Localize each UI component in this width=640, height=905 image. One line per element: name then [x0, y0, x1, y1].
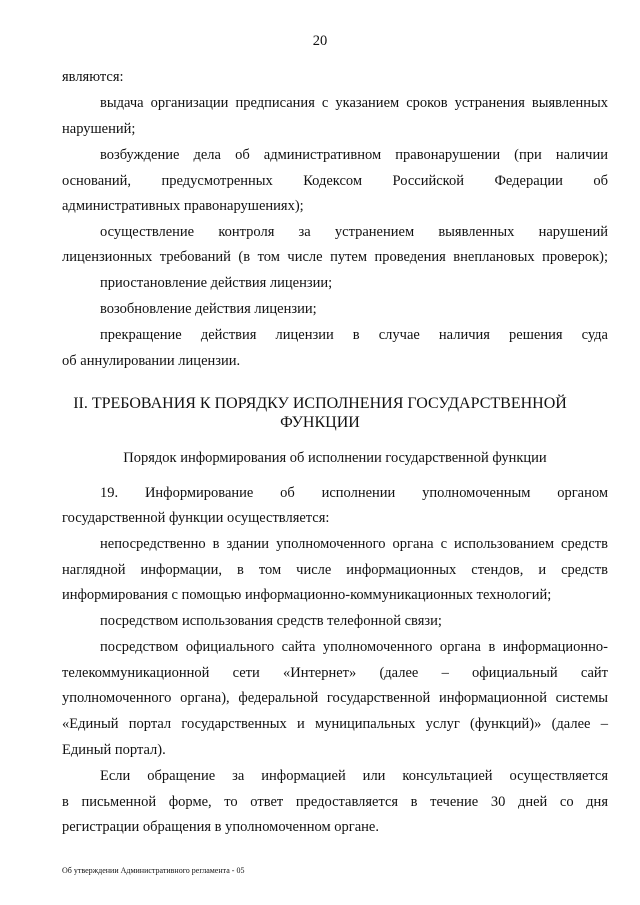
text-line: нарушений; [62, 121, 136, 137]
text-line: возобновление действия лицензии; [100, 301, 317, 317]
text-line: осуществление контроля за устранением выявленных нарушений [100, 224, 608, 240]
text-line: оснований, предусмотренных Кодексом Российской Федерации об [62, 173, 608, 189]
text-line: возбуждение дела об административном правонарушении (при наличии [100, 147, 608, 163]
text-line: посредством официального сайта уполномоченного органа в информационно- [100, 639, 608, 655]
section-heading: ФУНКЦИИ [280, 414, 360, 431]
text-line: уполномоченного органа), федеральной государственной информационной системы [62, 690, 608, 706]
text-line: прекращение действия лицензии в случае наличия решения суда [100, 327, 608, 343]
text-line: государственной функции осуществляется: [62, 510, 330, 526]
text-line: регистрации обращения в уполномоченном органе. [62, 819, 379, 835]
text-line: выдача организации предписания с указанием сроков устранения выявленных [100, 95, 608, 111]
text-line: телекоммуникационной сети «Интернет» (далее – официальный сайт [62, 665, 608, 681]
page-number: 20 [312, 33, 328, 49]
text-line: посредством использования средств телефонной связи; [100, 613, 442, 629]
text-line: 19. Информирование об исполнении уполномоченным органом [100, 485, 608, 501]
text-line: информирования с помощью информационно-коммуникационных технологий; [62, 587, 552, 603]
subsection-heading: Порядок информирования об исполнении государственной функции [123, 450, 547, 466]
text-line: «Единый портал государственных и муниципальных услуг (функций)» (далее – [62, 716, 608, 732]
text-line: лицензионных требований (в том числе путем проведения внеплановых проверок); [62, 249, 608, 265]
text-line: административных правонарушениях); [62, 198, 304, 214]
footer-text: Об утверждении Административного регламента - 05 [62, 866, 245, 875]
text-line: в письменной форме, то ответ предоставляется в течение 30 дней со дня [62, 794, 608, 810]
text-line: приостановление действия лицензии; [100, 275, 333, 291]
text-line: непосредственно в здании уполномоченного органа с использованием средств [100, 536, 608, 552]
text-line: Если обращение за информацией или консультацией осуществляется [100, 768, 608, 784]
text-line: наглядной информации, в том числе информационных стендов, и средств [62, 562, 608, 578]
text-line: являются: [62, 69, 124, 85]
section-heading: II. ТРЕБОВАНИЯ К ПОРЯДКУ ИСПОЛНЕНИЯ ГОСУДАРСТВЕННОЙ [73, 395, 567, 412]
text-line: Единый портал). [62, 742, 166, 758]
text-line: об аннулировании лицензии. [62, 353, 241, 369]
